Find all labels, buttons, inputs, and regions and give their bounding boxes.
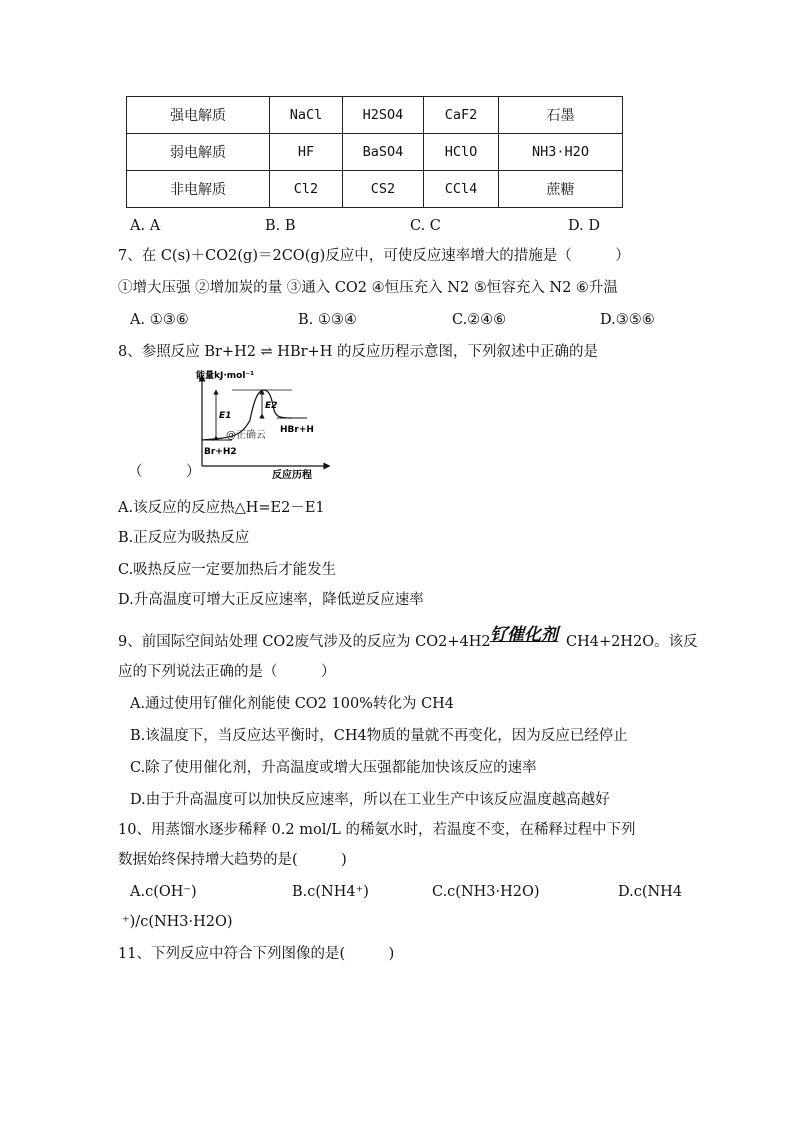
- q10-option-d: D.c(NH4: [618, 884, 683, 900]
- x-axis-label: 反应历程: [272, 470, 312, 481]
- table-cell: Cl2: [270, 171, 343, 208]
- q8-paren: （ ）: [128, 464, 201, 480]
- electrolyte-table: [126, 96, 623, 208]
- table-cell: HClO: [424, 134, 499, 171]
- reactants-label: Br+H2: [204, 447, 237, 457]
- table-cell: BaSO4: [343, 134, 424, 171]
- catalyst-label: 钌催化剂: [490, 625, 558, 644]
- q10-option-c: C.c(NH3·H2O): [432, 884, 540, 900]
- q9-stem-c: 应的下列说法正确的是（ ）: [118, 664, 336, 680]
- q6-option-a: A. A: [130, 218, 161, 234]
- q10-stem: 10、用蒸馏水逐步稀释 0.2 mol/L 的稀氨水时，若温度不变，在稀释过程中下列: [118, 822, 636, 838]
- y-axis-label: 能量kJ·mol⁻¹: [196, 371, 255, 381]
- e1-label: E1: [219, 411, 232, 421]
- table-cell: 蔗糖: [499, 171, 623, 208]
- q10-option-b: B.c(NH4⁺): [292, 884, 369, 900]
- table-cell: 石墨: [499, 97, 623, 134]
- table-cell: NaCl: [270, 97, 343, 134]
- q9-option-d: D.由于升高温度可以加快反应速率，所以在工业生产中该反应温度越高越好: [130, 792, 610, 808]
- q7-option-a: A. ①③⑥: [130, 312, 189, 328]
- q9-option-c: C.除了使用催化剂，升高温度或增大压强都能加快该反应的速率: [130, 760, 537, 776]
- q7-option-d: D.③⑤⑥: [600, 312, 655, 328]
- q9-stem-b: CH4+2H2O。该反: [566, 634, 698, 650]
- table-cell: NH3·H2O: [499, 134, 623, 171]
- q10-stem2: 数据始终保持增大趋势的是( ): [118, 852, 347, 868]
- q7-option-b: B. ①③④: [298, 312, 357, 328]
- q7-option-c: C.②④⑥: [452, 312, 507, 328]
- q6-option-c: C. C: [410, 218, 441, 234]
- row-label: 弱电解质: [127, 134, 270, 171]
- table-cell: CaF2: [424, 97, 499, 134]
- table-row: [127, 97, 623, 134]
- table-row: [127, 171, 623, 208]
- table-cell: HF: [270, 134, 343, 171]
- q7-stem: 7、在 C(s)＋CO2(g)＝2CO(g)反应中，可使反应速率增大的措施是（ ）: [118, 248, 630, 264]
- q11-stem: 11、下列反应中符合下列图像的是( ): [118, 946, 395, 962]
- table-cell: CCl4: [424, 171, 499, 208]
- q8-option-c: C.吸热反应一定要加热后才能发生: [118, 562, 337, 578]
- q8-option-b: B.正反应为吸热反应: [118, 530, 250, 546]
- q9-option-b: B.该温度下，当反应达平衡时，CH4物质的量就不再变化，因为反应已经停止: [130, 728, 628, 744]
- products-label: HBr+H: [280, 425, 314, 435]
- table-row: [127, 134, 623, 171]
- q9-option-a: A.通过使用钌催化剂能使 CO2 100%转化为 CH4: [130, 696, 455, 712]
- q8-option-a: A.该反应的反应热△H=E2－E1: [118, 500, 325, 516]
- watermark: @正确云: [226, 430, 266, 441]
- q8-stem: 8、参照反应 Br+H2 ⇌ HBr+H 的反应历程示意图，下列叙述中正确的是: [118, 344, 598, 360]
- reaction-energy-diagram: [192, 370, 334, 482]
- row-label: 非电解质: [127, 171, 270, 208]
- q8-option-d: D.升高温度可增大正反应速率，降低逆反应速率: [118, 592, 424, 608]
- q9-stem-a: 9、前国际空间站处理 CO2废气涉及的反应为 CO2+4H2: [118, 634, 491, 650]
- table-cell: CS2: [343, 171, 424, 208]
- e2-label: E2: [265, 401, 278, 411]
- q7-measures: ①增大压强 ②增加炭的量 ③通入 CO2 ④恒压充入 N2 ⑤恒容充入 N2 ⑥升温: [118, 280, 618, 296]
- q6-option-d: D. D: [568, 218, 600, 234]
- row-label: 强电解质: [127, 97, 270, 134]
- q10-option-a: A.c(OH⁻): [130, 884, 197, 900]
- q6-option-b: B. B: [265, 218, 296, 234]
- table-cell: H2SO4: [343, 97, 424, 134]
- q10-option-d-tail: ⁺)/c(NH3·H2O): [122, 914, 233, 930]
